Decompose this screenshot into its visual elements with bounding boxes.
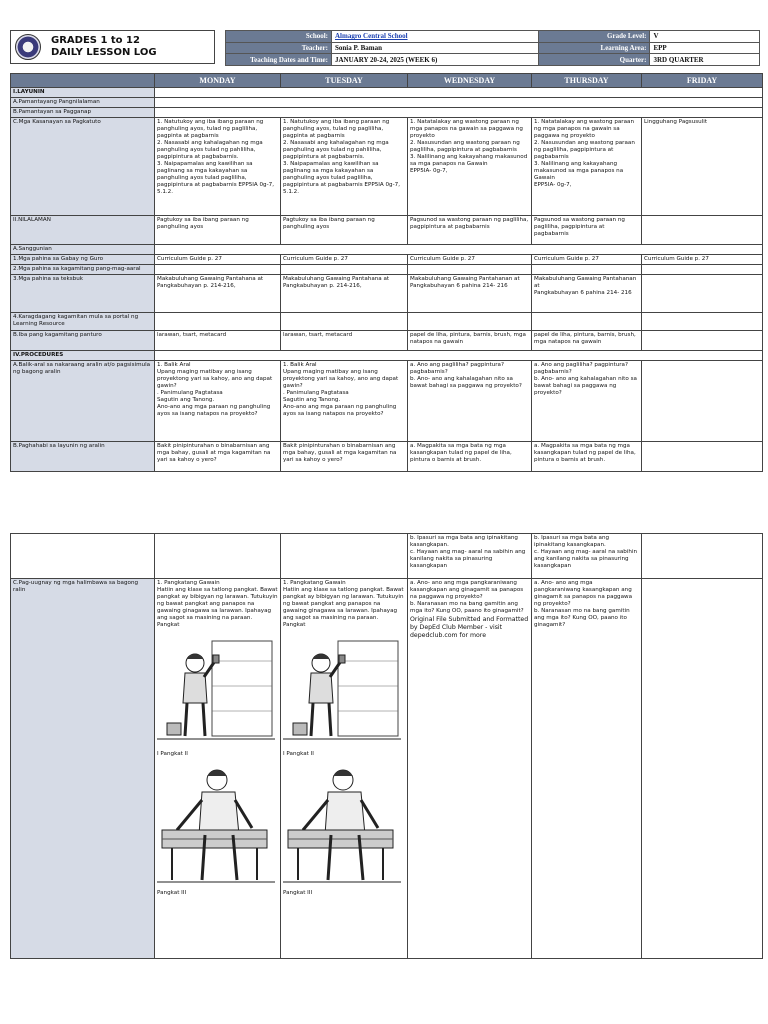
gabay-tue: Curriculum Guide p. 27 [281,255,408,265]
day-thursday: THURSDAY [532,74,642,88]
quarter-label: Quarter: [539,54,650,66]
kasanayan-fri: Lingguhang Pagsusulit [642,118,763,216]
lesson-table-continued [10,533,763,959]
row-paghahabi: B.Paghahabi sa layunin ng aralin [11,442,155,472]
blank-header [11,74,155,88]
row-kagamitan: 2.Mga pahina sa kagamitang pang-mag-aaral [11,265,155,275]
paghahabi-cont-wed: b. Ipasuri sa mga bata ang ipinakitang kasangkapan. c. Hayaan ang mag- aaral na sabihin ang kanilang nakita sa pinasuring kasangkapan [408,534,532,579]
painting-illustration [157,760,275,890]
day-tuesday: TUESDAY [281,74,408,88]
row-nilalaman: II.NILALAMAN [11,216,155,245]
row-layunin: I.LAYUNIN [11,88,155,98]
area-value: EPP [650,42,760,54]
caption-pangkat-ii-tue: I Pangkat II [283,751,314,757]
nilalaman-wed: Pagsunod sa wastong paraan ng pagliliha, pagpipintura at pagbabarnis [408,216,532,245]
dates-label: Teaching Dates and Time: [226,54,332,66]
teksbuk-mon: Makabuluhang Gawaing Pantahana at Pangkabuhayan p. 214-216, [155,275,281,313]
caption-pangkat-iii-tue: Pangkat III [283,890,313,896]
row-pagganap: B.Pamantayan sa Pagganap [11,108,155,118]
depedclub-note: Original File Submitted and Formatted by DepEd Club Member - visit depedclub.com for more [410,616,529,639]
paghahabi-mon: Bakit pinipinturahan o binabarnisan ang mga bahay, gusali at mga kagamitan na yari sa kahoy o yero? [155,442,281,472]
deped-seal-icon [15,34,41,60]
kasanayan-mon: 1. Natutukoy ang iba ibang paraan ng panghuling ayos, tulad ng pagliliha, pagpinta at pagbarnis 2. Nasasabi ang kahalagahan ng mga panghuling ayos tulad ng pahliliha, pagpipintura at pagbabarnis. 3. Naipapamalas ang kawilihan sa paglinang sa mga kakayahan sa panghuling ayos tulad pagliliha, pagpipintura at pagbabarnis EPP5IA 0g-7, 5.1.2. [155,118,281,216]
row-procedures: IV.PROCEDURES [11,351,155,361]
title-box [10,30,215,64]
teksbuk-thu: Makabuluhang Gawaing Pantahanan at Pangkabuhayan 6 pahina 214- 216 [532,275,642,313]
info-table [225,30,760,66]
pag-uugnay-tue: 1. Pangkatang Gawain Hatiin ang klase sa tatlong pangkat. Bawat pangkat ay bibigyan ng larawan. Tutukuyin ng bawat pangkat ang panapos na gawaing ginagawa sa larawan. Ipahayag ang sagot sa masining na paraan. Pangkat [283,580,404,628]
grade-label: Grade Level: [539,31,650,43]
row-pamantayang: A.Pamantayang Pangnilalaman [11,98,155,108]
nilalaman-thu: Pagsunod sa wastong paraan ng pagliliha, pagpipintura at pagbabarnis [532,216,642,245]
teacher-value: Sonia P. Baman [331,42,538,54]
paghahabi-thu: a. Magpakita sa mga bata ng mga kasangkapan tulad ng papel de liha, pintura o barnis at brush. [532,442,642,472]
pag-uugnay-wed-cell [408,579,532,959]
title-line-2: DAILY LESSON LOG [51,47,157,58]
row-teksbuk: 3.Mga pahina sa teksbuk [11,275,155,313]
kasanayan-wed: 1. Natatalakay ang wastong paraan ng mga panapos na gawain sa paggawa ng proyekto 2. Nasusundan ang wastong paraan ng pagliliha, pagpipintura at pagbabarnis 3. Nalilinang ang kakayahang makasunod sa mga panapos na Gawain EPP5IA- 0g-7, [408,118,532,216]
nilalaman-tue: Pagtukoy sa iba ibang paraan ng panghuling ayos [281,216,408,245]
kasanayan-thu: 1. Natatalakay ang wastong paraan ng mga panapos na gawain sa paggawa ng proyekto 2. Nasusundan ang wastong paraan ng pagliliha, pagpipintura at pagbabarnis 3. Nalilinang ang kakayahang makasunod sa mga panapos na Gawain EPP5IA- 0g-7, [532,118,642,216]
balik-aral-thu: a. Ano ang pagliliha? pagpintura? pagbabarnis? b. Ano- ano ang kahalagahan nito sa bawat bahagi sa paggawa ng proyekto? [532,361,642,442]
day-monday: MONDAY [155,74,281,88]
day-wednesday: WEDNESDAY [408,74,532,88]
teacher-label: Teacher: [226,42,332,54]
pag-uugnay-wed: a. Ano- ano ang mga pangkaraniwang kasangkapan ang ginagamit sa panapos na paggawa ng proyekto? b. Naranasan mo na bang gamitin ang mga ito? Kung OO, paano ito ginagamit? [410,580,524,614]
iba-pang-wed: papel de liha, pintura, barnis, brush, mga natapos na gawain [408,331,532,351]
row-sanggunian: A.Sanggunian [11,245,155,255]
paghahabi-cont-thu: b. Ipasuri sa mga bata ang ipinakitang kasangkapan. c. Hayaan ang mag- aaral na sabihin ang kanilang nakita sa pinasuring kasangkapan [532,534,642,579]
pag-uugnay-mon-cell [155,579,281,959]
paghahabi-wed: a. Magpakita sa mga bata ng mga kasangkapan tulad ng papel de liha, pintura o barnis at brush. [408,442,532,472]
gabay-wed: Curriculum Guide p. 27 [408,255,532,265]
row-lr-portal: 4.Karagdagang kagamitan mula sa portal ng Learning Resource [11,313,155,331]
teksbuk-tue: Makabuluhang Gawaing Pantahana at Pangkabuhayan p. 214-216, [281,275,408,313]
balik-aral-mon: 1. Balik Aral Upang maging matibay ang isang proyektong yari sa kahoy, ano ang dapat gawin? . Panimulang Pagtatasa Sagutin ang Tanong. Ano-ano ang mga paraan ng panghuling ayos sa isang natapos na proyekto? [155,361,281,442]
lesson-log-header [10,30,760,66]
row-iba-pang: B.Iba pang kagamitang panturo [11,331,155,351]
school-value[interactable]: Almagro Central School [331,31,538,43]
row-pag-uugnay: C.Pag-uugnay ng mga halimbawa sa bagong ralin [11,579,155,959]
row-balik-aral: A.Balik-aral sa nakaraang aralin at/o pagsisimula ng bagong aralin [11,361,155,442]
row-kasanayan: C.Mga Kasanayan sa Pagkatuto [11,118,155,216]
kasanayan-tue: 1. Natutukoy ang iba ibang paraan ng panghuling ayos, tulad ng pagliliha, pagpinta at pagbarnis 2. Nasasabi ang kahalagahan ng mga panghuling ayos tulad ng pahliliha, pagpipintura at pagbabarnis. 3. Naipapamalas ang kawilihan sa paglinang sa mga kakayahan sa panghuling ayos tulad pagliliha, pagpipintura at pagbabarnis EPP5IA 0g-7, 5.1.2. [281,118,408,216]
dates-value: JANUARY 20-24, 2025 (WEEK 6) [331,54,538,66]
painting-illustration-tue [283,760,401,890]
day-header-row [11,74,763,88]
gabay-thu: Curriculum Guide p. 27 [532,255,642,265]
sanding-illustration [157,631,275,751]
caption-pangkat-ii: I Pangkat II [157,751,188,757]
row-gabay: 1.Mga pahina sa Gabay ng Guro [11,255,155,265]
nilalaman-mon: Pagtukoy sa iba ibang paraan ng panghuling ayos [155,216,281,245]
iba-pang-thu: papel de liha, pintura, barnis, brush, mga natapos na gawain [532,331,642,351]
balik-aral-wed: a. Ano ang pagliliha? pagpintura? pagbabarnis? b. Ano- ano ang kahalagahan nito sa bawat bahagi sa paggawa ng proyekto? [408,361,532,442]
pag-uugnay-thu: a. Ano- ano ang mga pangkaraniwang kasangkapan ang ginagamit sa panapos na paggawa ng proyekto? b. Naranasan mo na bang gamitin ang mga ito? Kung OO, paano ito ginagamit? [532,579,642,959]
iba-pang-mon: larawan, tsart, metacard [155,331,281,351]
lesson-table [10,73,763,472]
balik-aral-tue: 1. Balik Aral Upang maging matibay ang isang proyektong yari sa kahoy, ano ang dapat gawin? . Panimulang Pagtatasa Sagutin ang Tanong. Ano-ano ang mga paraan ng panghuling ayos sa isang natapos na proyekto? [281,361,408,442]
gabay-mon: Curriculum Guide p. 27 [155,255,281,265]
quarter-value: 3RD QUARTER [650,54,760,66]
pag-uugnay-tue-cell [281,579,408,959]
iba-pang-tue: larawan, tsart, metacard [281,331,408,351]
caption-pangkat-iii: Pangkat III [157,890,187,896]
area-label: Learning Area: [539,42,650,54]
pag-uugnay-mon: 1. Pangkatang Gawain Hatiin ang klase sa tatlong pangkat. Bawat pangkat ay bibigyan ng larawan. Tutukuyin ng bawat pangkat ang panapos na gawaing ginagawa sa larawan. Ipahayag ang sagot sa masining na paraan. Pangkat [157,580,278,628]
paghahabi-tue: Bakit pinipinturahan o binabarnisan ang mga bahay, gusali at mga kagamitan na yari sa kahoy o yero? [281,442,408,472]
day-friday: FRIDAY [642,74,763,88]
gabay-fri: Curriculum Guide p. 27 [642,255,763,265]
school-label: School: [226,31,332,43]
teksbuk-wed: Makabuluhang Gawaing Pantahanan at Pangkabuhayan 6 pahina 214- 216 [408,275,532,313]
grade-value: V [650,31,760,43]
sanding-illustration-tue [283,631,401,751]
title-line-1: GRADES 1 to 12 [51,35,140,46]
